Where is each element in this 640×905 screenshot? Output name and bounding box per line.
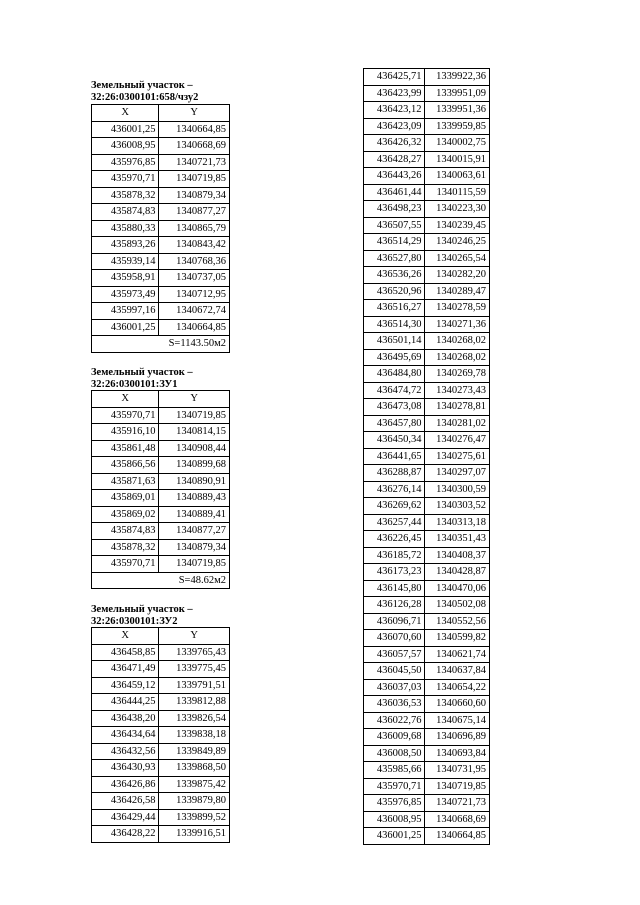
coordinate-y-cell: 1340502,08 <box>425 597 490 614</box>
coordinate-x-cell: 436036,53 <box>364 696 425 713</box>
coordinate-x-cell: 436432,56 <box>92 743 159 760</box>
coordinate-x-cell: 435871,63 <box>92 473 159 490</box>
table-row <box>364 465 490 482</box>
coordinate-x-cell: 436441,65 <box>364 448 425 465</box>
table-row <box>92 303 230 320</box>
coordinate-x-cell: 436474,72 <box>364 382 425 399</box>
table-row <box>364 696 490 713</box>
table-row <box>92 539 230 556</box>
table-row <box>364 712 490 729</box>
table-row <box>364 135 490 152</box>
coordinate-y-cell: 1340239,45 <box>425 217 490 234</box>
coordinate-x-cell: 436126,28 <box>364 597 425 614</box>
table-row <box>92 407 230 424</box>
coordinate-y-cell: 1340719,85 <box>159 556 230 573</box>
coordinate-y-cell: 1339959,85 <box>425 118 490 135</box>
column-header-x: X <box>92 105 159 122</box>
table-row <box>92 809 230 826</box>
section-3-cadastral-number: 32:26:0300101:ЗУ2 <box>91 616 178 627</box>
coordinate-x-cell: 436269,62 <box>364 498 425 515</box>
coordinate-x-cell: 436426,58 <box>92 793 159 810</box>
coordinate-y-cell: 1340672,74 <box>159 303 230 320</box>
table-row <box>364 828 490 845</box>
coordinate-x-cell: 436008,95 <box>92 138 159 155</box>
coordinate-x-cell: 436428,22 <box>92 826 159 843</box>
coordinate-y-cell: 1340115,59 <box>425 184 490 201</box>
coordinate-y-cell: 1340303,52 <box>425 498 490 515</box>
coordinate-x-cell: 436257,44 <box>364 514 425 531</box>
table-row <box>92 661 230 678</box>
area-row <box>92 572 230 589</box>
column-header-x: X <box>92 628 159 645</box>
section-2-title <box>91 367 193 391</box>
coordinate-y-cell: 1340408,37 <box>425 547 490 564</box>
table-row <box>364 762 490 779</box>
coordinate-y-cell: 1340664,85 <box>159 319 230 336</box>
coordinate-y-cell: 1340300,59 <box>425 481 490 498</box>
coordinate-y-cell: 1339879,80 <box>159 793 230 810</box>
section-2-cadastral-number: 32:26:0300101:ЗУ1 <box>91 379 178 390</box>
section-1-title <box>91 80 198 104</box>
coordinate-x-cell: 436276,14 <box>364 481 425 498</box>
table-row <box>364 580 490 597</box>
coordinate-x-cell: 436429,44 <box>92 809 159 826</box>
coordinate-x-cell: 436484,80 <box>364 366 425 383</box>
table-row <box>364 85 490 102</box>
coordinate-x-cell: 435976,85 <box>364 795 425 812</box>
table-row <box>92 556 230 573</box>
section-3-title-line1: Земельный участок – <box>91 604 193 615</box>
table-row <box>92 793 230 810</box>
coordinate-x-cell: 436226,45 <box>364 531 425 548</box>
coordinate-x-cell: 436022,76 <box>364 712 425 729</box>
table-row <box>364 267 490 284</box>
coordinate-x-cell: 436495,69 <box>364 349 425 366</box>
coordinate-y-cell: 1340654,22 <box>425 679 490 696</box>
coordinate-y-cell: 1340273,43 <box>425 382 490 399</box>
table-row <box>364 300 490 317</box>
table-row <box>92 710 230 727</box>
coordinate-y-cell: 1340599,82 <box>425 630 490 647</box>
coordinate-y-cell: 1340843,42 <box>159 237 230 254</box>
coordinate-y-cell: 1339775,45 <box>159 661 230 678</box>
coordinate-y-cell: 1340908,44 <box>159 440 230 457</box>
coordinate-x-cell: 435874,83 <box>92 204 159 221</box>
coordinate-y-cell: 1340668,69 <box>159 138 230 155</box>
table-row <box>364 118 490 135</box>
coordinate-y-cell: 1339875,42 <box>159 776 230 793</box>
coordinate-y-cell: 1340814,15 <box>159 424 230 441</box>
table-row <box>364 547 490 564</box>
coordinate-y-cell: 1340271,36 <box>425 316 490 333</box>
table-row <box>364 184 490 201</box>
coordinate-x-cell: 435878,32 <box>92 187 159 204</box>
table-row <box>92 319 230 336</box>
table-row <box>364 564 490 581</box>
table-row <box>364 283 490 300</box>
table-row <box>92 270 230 287</box>
coordinate-y-cell: 1340865,79 <box>159 220 230 237</box>
table-row <box>364 514 490 531</box>
table-row <box>364 663 490 680</box>
table-row <box>92 826 230 843</box>
coordinate-x-cell: 436423,99 <box>364 85 425 102</box>
table-row <box>364 69 490 86</box>
table-row <box>364 597 490 614</box>
table-row <box>364 481 490 498</box>
table-row <box>364 415 490 432</box>
coordinate-x-cell: 436001,25 <box>92 121 159 138</box>
coordinate-x-cell: 436008,50 <box>364 745 425 762</box>
table-row <box>364 316 490 333</box>
coordinate-y-cell: 1339849,89 <box>159 743 230 760</box>
coordinate-x-cell: 436426,32 <box>364 135 425 152</box>
column-header-y: Y <box>159 391 230 408</box>
coordinate-x-cell: 436438,20 <box>92 710 159 727</box>
table-row <box>364 679 490 696</box>
coordinate-y-cell: 1340015,91 <box>425 151 490 168</box>
coordinate-x-cell: 435869,01 <box>92 490 159 507</box>
coordinate-x-cell: 436426,86 <box>92 776 159 793</box>
table-row <box>92 204 230 221</box>
coordinate-y-cell: 1340428,87 <box>425 564 490 581</box>
coordinate-y-cell: 1340281,02 <box>425 415 490 432</box>
coordinate-x-cell: 436001,25 <box>364 828 425 845</box>
coordinate-y-cell: 1340719,85 <box>159 407 230 424</box>
coordinate-x-cell: 435874,83 <box>92 523 159 540</box>
coordinates-table-3 <box>91 627 230 843</box>
table-row <box>364 217 490 234</box>
coordinate-y-cell: 1340664,85 <box>425 828 490 845</box>
coordinate-x-cell: 436458,85 <box>92 644 159 661</box>
coordinate-x-cell: 436443,26 <box>364 168 425 185</box>
coordinate-y-cell: 1340063,61 <box>425 168 490 185</box>
coordinate-x-cell: 436145,80 <box>364 580 425 597</box>
coordinate-y-cell: 1340721,73 <box>159 154 230 171</box>
coordinate-x-cell: 435997,16 <box>92 303 159 320</box>
coordinate-x-cell: 436507,55 <box>364 217 425 234</box>
coordinate-y-cell: 1339951,09 <box>425 85 490 102</box>
coordinate-x-cell: 436471,49 <box>92 661 159 678</box>
coordinate-y-cell: 1340696,89 <box>425 729 490 746</box>
table-row <box>364 531 490 548</box>
coordinate-x-cell: 436444,25 <box>92 694 159 711</box>
coordinate-x-cell: 436473,08 <box>364 399 425 416</box>
coordinate-x-cell: 436057,57 <box>364 646 425 663</box>
coordinate-x-cell: 436173,23 <box>364 564 425 581</box>
coordinate-x-cell: 436425,71 <box>364 69 425 86</box>
coordinate-x-cell: 435939,14 <box>92 253 159 270</box>
coordinate-x-cell: 436516,27 <box>364 300 425 317</box>
table-row <box>364 448 490 465</box>
table-row <box>92 171 230 188</box>
table-row <box>92 154 230 171</box>
coordinate-y-cell: 1340668,69 <box>425 811 490 828</box>
section-1-cadastral-number: 32:26:0300101:658/чзу2 <box>91 92 199 103</box>
coordinate-x-cell: 435985,66 <box>364 762 425 779</box>
coordinate-x-cell: 436527,80 <box>364 250 425 267</box>
table-row <box>364 382 490 399</box>
coordinate-y-cell: 1340351,43 <box>425 531 490 548</box>
table-row <box>92 138 230 155</box>
coordinate-y-cell: 1340899,68 <box>159 457 230 474</box>
table-row <box>364 168 490 185</box>
area-row <box>92 336 230 353</box>
coordinate-y-cell: 1340246,25 <box>425 234 490 251</box>
coordinate-y-cell: 1340275,61 <box>425 448 490 465</box>
coordinate-y-cell: 1340731,95 <box>425 762 490 779</box>
coordinate-x-cell: 435973,49 <box>92 286 159 303</box>
table-header-row <box>92 628 230 645</box>
coordinate-x-cell: 436434,64 <box>92 727 159 744</box>
table-row <box>92 187 230 204</box>
table-row <box>92 457 230 474</box>
table-row <box>92 523 230 540</box>
coordinate-x-cell: 436008,95 <box>364 811 425 828</box>
area-value: S=48.62м2 <box>92 572 230 589</box>
section-3-title <box>91 604 193 628</box>
coordinate-x-cell: 435878,32 <box>92 539 159 556</box>
coordinate-y-cell: 1339838,18 <box>159 727 230 744</box>
coordinate-x-cell: 436288,87 <box>364 465 425 482</box>
coordinate-y-cell: 1340768,36 <box>159 253 230 270</box>
table-row <box>364 333 490 350</box>
coordinate-x-cell: 436009,68 <box>364 729 425 746</box>
coordinate-y-cell: 1340002,75 <box>425 135 490 152</box>
table-row <box>92 237 230 254</box>
table-row <box>92 727 230 744</box>
coordinate-y-cell: 1340470,06 <box>425 580 490 597</box>
coordinate-y-cell: 1340737,05 <box>159 270 230 287</box>
table-row <box>92 473 230 490</box>
table-row <box>92 253 230 270</box>
table-row <box>364 201 490 218</box>
coordinate-y-cell: 1340721,73 <box>425 795 490 812</box>
coordinate-y-cell: 1340712,95 <box>159 286 230 303</box>
coordinate-y-cell: 1340879,34 <box>159 187 230 204</box>
coordinate-x-cell: 436423,09 <box>364 118 425 135</box>
table-row <box>92 506 230 523</box>
coordinate-x-cell: 436459,12 <box>92 677 159 694</box>
coordinate-x-cell: 435916,10 <box>92 424 159 441</box>
table-header-row <box>92 105 230 122</box>
table-row <box>92 776 230 793</box>
section-1-title-line1: Земельный участок – <box>91 80 193 91</box>
coordinate-y-cell: 1340297,07 <box>425 465 490 482</box>
area-value: S=1143.50м2 <box>92 336 230 353</box>
coordinate-y-cell: 1340223,30 <box>425 201 490 218</box>
table-row <box>92 644 230 661</box>
coordinate-x-cell: 435958,91 <box>92 270 159 287</box>
coordinate-y-cell: 1340889,43 <box>159 490 230 507</box>
coordinate-x-cell: 436001,25 <box>92 319 159 336</box>
coordinate-y-cell: 1340313,18 <box>425 514 490 531</box>
table-row <box>92 490 230 507</box>
coordinate-x-cell: 435880,33 <box>92 220 159 237</box>
coordinate-y-cell: 1340278,81 <box>425 399 490 416</box>
table-row <box>364 745 490 762</box>
table-row <box>92 440 230 457</box>
coordinate-x-cell: 435861,48 <box>92 440 159 457</box>
coordinate-x-cell: 435869,02 <box>92 506 159 523</box>
coordinate-y-cell: 1339765,43 <box>159 644 230 661</box>
coordinate-x-cell: 436536,26 <box>364 267 425 284</box>
coordinate-y-cell: 1340877,27 <box>159 204 230 221</box>
table-row <box>364 432 490 449</box>
coordinate-x-cell: 435970,71 <box>364 778 425 795</box>
coordinate-y-cell: 1339826,54 <box>159 710 230 727</box>
coordinate-x-cell: 435970,71 <box>92 407 159 424</box>
coordinate-x-cell: 435970,71 <box>92 171 159 188</box>
table-row <box>92 760 230 777</box>
coordinate-y-cell: 1339951,36 <box>425 102 490 119</box>
coordinate-y-cell: 1340664,85 <box>159 121 230 138</box>
coordinate-y-cell: 1340282,20 <box>425 267 490 284</box>
coordinate-y-cell: 1340719,85 <box>425 778 490 795</box>
table-row <box>364 729 490 746</box>
table-header-row <box>92 391 230 408</box>
coordinates-table-1 <box>91 104 230 353</box>
coordinate-y-cell: 1339791,51 <box>159 677 230 694</box>
table-row <box>364 630 490 647</box>
coordinate-y-cell: 1339916,51 <box>159 826 230 843</box>
coordinates-table-2 <box>91 390 230 589</box>
coordinate-y-cell: 1340719,85 <box>159 171 230 188</box>
table-row <box>364 102 490 119</box>
table-row <box>92 694 230 711</box>
coordinate-x-cell: 435893,26 <box>92 237 159 254</box>
coordinate-x-cell: 435976,85 <box>92 154 159 171</box>
column-header-y: Y <box>159 628 230 645</box>
coordinate-x-cell: 436450,34 <box>364 432 425 449</box>
coordinate-y-cell: 1340889,41 <box>159 506 230 523</box>
coordinate-y-cell: 1340289,47 <box>425 283 490 300</box>
table-row <box>364 613 490 630</box>
coordinate-x-cell: 436514,29 <box>364 234 425 251</box>
table-row <box>364 366 490 383</box>
coordinate-x-cell: 436185,72 <box>364 547 425 564</box>
coordinate-y-cell: 1340637,84 <box>425 663 490 680</box>
coordinate-y-cell: 1339868,50 <box>159 760 230 777</box>
coordinate-y-cell: 1340552,56 <box>425 613 490 630</box>
coordinate-x-cell: 436430,93 <box>92 760 159 777</box>
coordinate-y-cell: 1339922,36 <box>425 69 490 86</box>
table-row <box>92 121 230 138</box>
column-header-x: X <box>92 391 159 408</box>
section-2-title-line1: Земельный участок – <box>91 367 193 378</box>
coordinate-y-cell: 1340276,47 <box>425 432 490 449</box>
coordinate-y-cell: 1340675,14 <box>425 712 490 729</box>
table-row <box>364 646 490 663</box>
coordinate-x-cell: 436520,96 <box>364 283 425 300</box>
coordinate-y-cell: 1340265,54 <box>425 250 490 267</box>
coordinate-x-cell: 436428,27 <box>364 151 425 168</box>
coordinate-y-cell: 1339899,52 <box>159 809 230 826</box>
table-row <box>364 151 490 168</box>
coordinate-y-cell: 1340890,91 <box>159 473 230 490</box>
table-row <box>364 795 490 812</box>
table-row <box>364 399 490 416</box>
table-row <box>92 220 230 237</box>
coordinate-x-cell: 436096,71 <box>364 613 425 630</box>
coordinate-y-cell: 1339812,88 <box>159 694 230 711</box>
coordinate-y-cell: 1340877,27 <box>159 523 230 540</box>
coordinate-y-cell: 1340268,02 <box>425 333 490 350</box>
coordinate-x-cell: 435970,71 <box>92 556 159 573</box>
coordinate-x-cell: 436457,80 <box>364 415 425 432</box>
coordinates-table-continuation <box>363 68 490 845</box>
coordinate-x-cell: 436514,30 <box>364 316 425 333</box>
table-row <box>364 811 490 828</box>
table-row <box>92 743 230 760</box>
coordinate-x-cell: 436045,50 <box>364 663 425 680</box>
coordinate-x-cell: 436070,60 <box>364 630 425 647</box>
coordinate-x-cell: 436501,14 <box>364 333 425 350</box>
coordinate-y-cell: 1340269,78 <box>425 366 490 383</box>
coordinate-x-cell: 436423,12 <box>364 102 425 119</box>
coordinate-y-cell: 1340660,60 <box>425 696 490 713</box>
table-row <box>92 424 230 441</box>
coordinate-x-cell: 436498,23 <box>364 201 425 218</box>
table-row <box>92 677 230 694</box>
coordinate-x-cell: 435866,56 <box>92 457 159 474</box>
column-header-y: Y <box>159 105 230 122</box>
coordinate-x-cell: 436461,44 <box>364 184 425 201</box>
table-row <box>364 778 490 795</box>
coordinate-y-cell: 1340268,02 <box>425 349 490 366</box>
table-row <box>364 234 490 251</box>
table-row <box>364 498 490 515</box>
coordinate-y-cell: 1340693,84 <box>425 745 490 762</box>
coordinate-y-cell: 1340278,59 <box>425 300 490 317</box>
coordinate-y-cell: 1340879,34 <box>159 539 230 556</box>
table-row <box>364 250 490 267</box>
table-row <box>92 286 230 303</box>
table-row <box>364 349 490 366</box>
coordinate-x-cell: 436037,03 <box>364 679 425 696</box>
coordinate-y-cell: 1340621,74 <box>425 646 490 663</box>
